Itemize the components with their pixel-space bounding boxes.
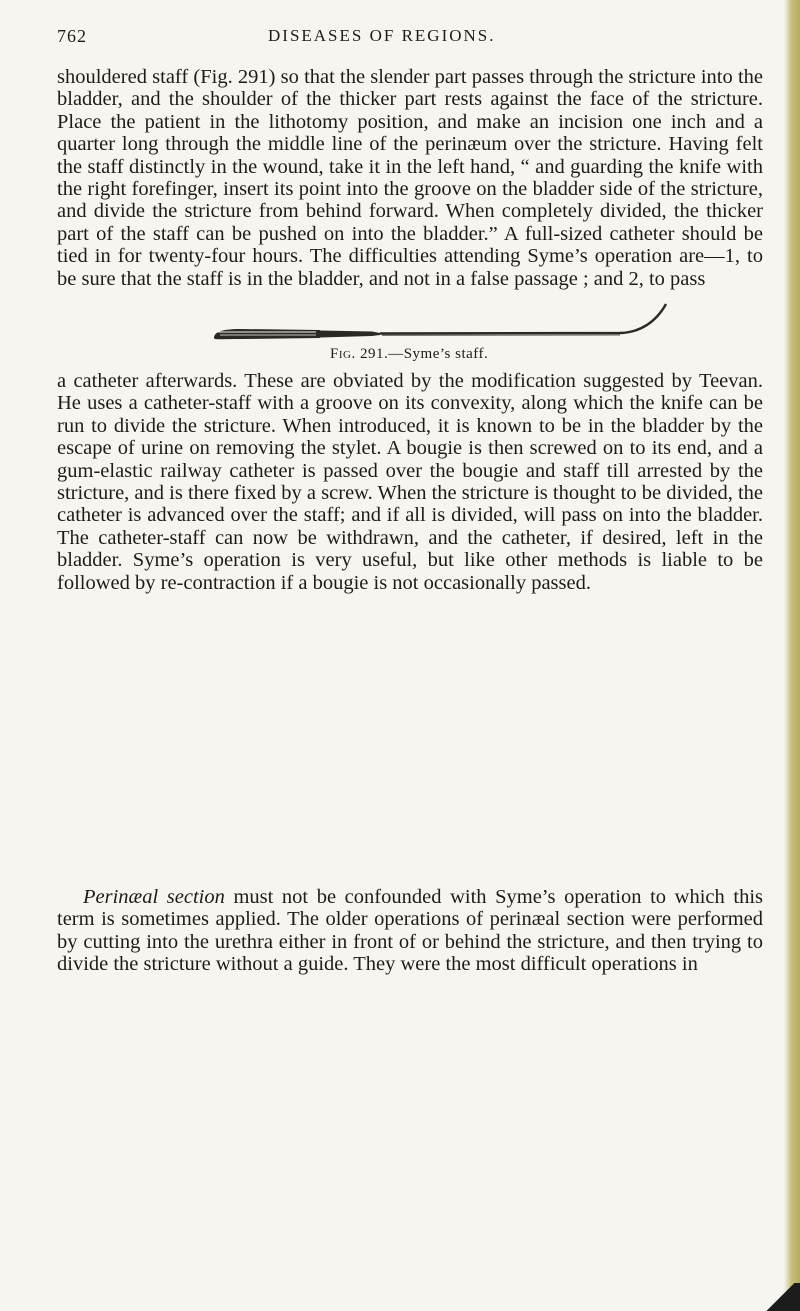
symes-staff-illustration bbox=[200, 292, 680, 350]
paragraph-teevan-modification: a catheter afterwards. These are obviated by the modification suggested by Teevan. He uses a catheter-staff with a groove on its convexity, along which the knife can be run to divide the stricture. When introduced, it is known to be in the bladder by the escape of urine on removing the stylet. A bougie is then screwed on to its end, and a gum-elastic railway catheter is passed over the bougie and staff till arrested by the stricture, and is there fixed by a screw. When the stricture is thought to be divided, the catheter is advanced over the staff; and if all is divided, will pass on into the bladder. The catheter-staff can now be withdrawn, and the catheter, if desired, left in the bladder. Syme’s operation is very useful, but like other methods is liable to be followed by re-contraction if a bougie is not occasionally passed. bbox=[57, 370, 763, 594]
page-corner-shadow bbox=[760, 1283, 800, 1311]
page-number: 762 bbox=[57, 26, 87, 46]
paragraph-perinaeal-section bbox=[57, 886, 763, 976]
perinaeal-section-term: Perinæal section bbox=[83, 886, 225, 908]
figure-label: Fig. 291. bbox=[330, 346, 389, 362]
figure-caption bbox=[330, 346, 488, 363]
paragraph-perinaeal-section-text: must not be confounded with Syme’s operation to which this term is sometimes applied. The older operations of perinæal section were performed by cutting into the urethra either in front of or behind the stricture, and then trying to divide the stricture without a guide. They were the most difficult operations in bbox=[57, 886, 763, 976]
paragraph-syme-operation: shouldered staff (Fig. 291) so that the slender part passes through the stricture into the bladder, and the shoulder of the thicker part rests against the face of the stricture. Place the patient in the lithotomy position, and make an incision one inch and a quarter long through the middle line of the perinæum over the stricture. Having felt the staff distinctly in the wound, take it in the left hand, “ and guarding the knife with the right forefinger, insert its point into the groove on the bladder side of the stricture, and divide the stricture from behind forward. When completely divided, the thicker part of the staff can be pushed on into the bladder.” A full-sized catheter should be tied in for twenty-four hours. The difficulties attending Syme’s operation are—1, to be sure that the staff is in the bladder, and not in a false passage ; and 2, to pass bbox=[57, 66, 763, 290]
figure-symes-staff bbox=[200, 292, 680, 350]
section-title: DISEASES OF REGIONS. bbox=[268, 26, 496, 45]
running-head bbox=[0, 26, 780, 50]
page-edge bbox=[784, 0, 800, 1311]
figure-caption-text: —Syme’s staff. bbox=[388, 346, 489, 362]
